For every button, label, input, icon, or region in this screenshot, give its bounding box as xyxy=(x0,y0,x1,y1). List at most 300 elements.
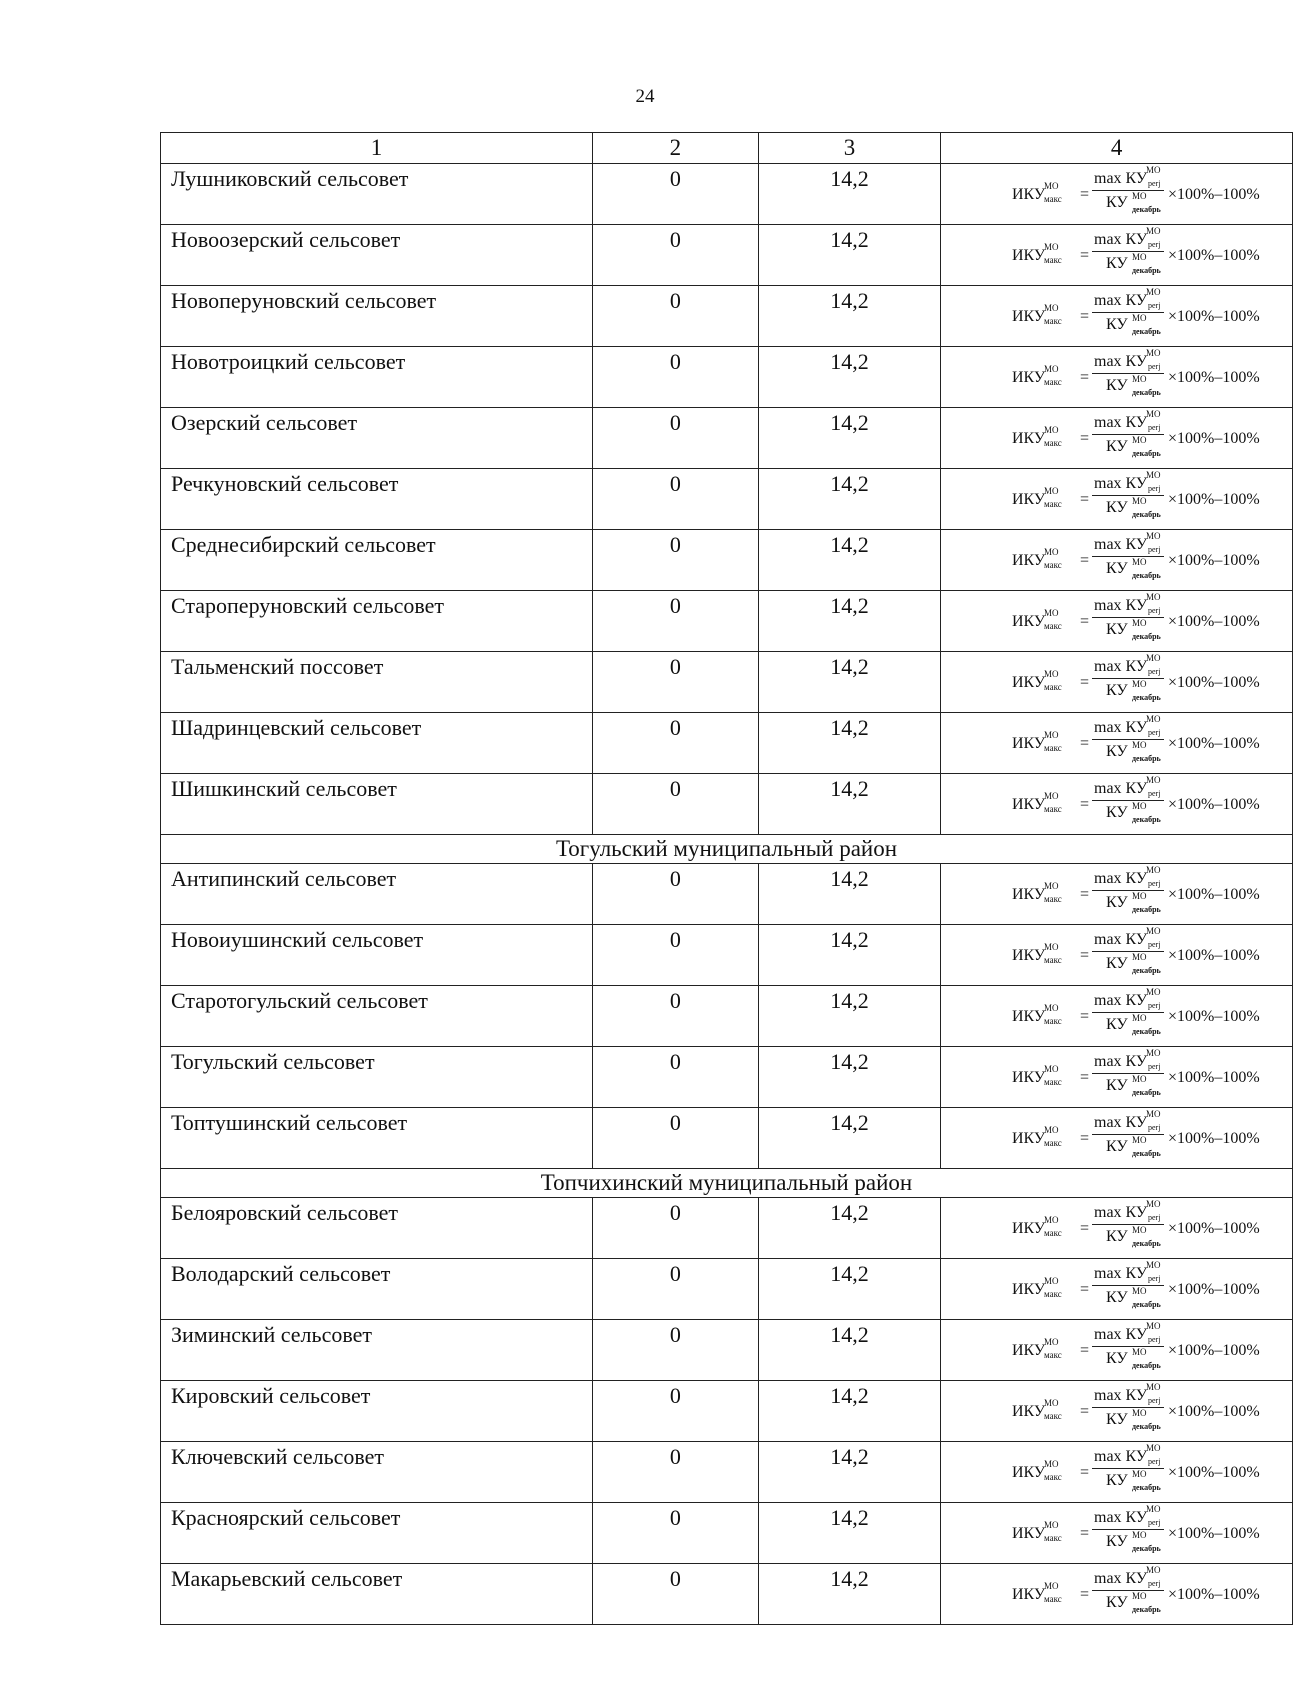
formula-lhs-sup: МО xyxy=(1044,881,1059,891)
settlement-name: Топтушинский сельсовет xyxy=(161,1108,593,1169)
formula-numerator-sup: МО xyxy=(1146,592,1161,602)
formula-lhs xyxy=(1012,1581,1062,1604)
formula-lhs xyxy=(1012,1215,1062,1238)
formula-lhs-sub: макс xyxy=(1044,1472,1062,1482)
district-title: Топчихинский муниципальный район xyxy=(161,1169,1293,1198)
formula-equals: = xyxy=(1080,369,1090,386)
formula-numerator-sub: perj xyxy=(1148,1335,1161,1344)
formula-numerator-text: max КУ xyxy=(1094,231,1148,248)
district-title: Тогульский муниципальный район xyxy=(161,835,1293,864)
formula-rhs: ×100%–100% xyxy=(1168,308,1260,325)
formula-lhs xyxy=(1012,303,1062,326)
col2-value: 0 xyxy=(592,1442,758,1503)
formula-denominator xyxy=(1106,1591,1161,1614)
formula-denominator xyxy=(1106,1135,1161,1158)
formula-lhs xyxy=(1012,1520,1062,1543)
formula-denominator-sup: МО xyxy=(1132,313,1147,323)
formula-numerator xyxy=(1094,348,1161,371)
formula-equals: = xyxy=(1080,1342,1090,1359)
formula-numerator xyxy=(1094,926,1161,949)
formula-denominator xyxy=(1106,374,1161,397)
formula-rhs: ×100%–100% xyxy=(1168,1525,1260,1542)
settlement-name: Старотогульский сельсовет xyxy=(161,986,593,1047)
formula-denominator-sup: МО xyxy=(1132,191,1147,201)
formula-numerator-sub: perj xyxy=(1148,728,1161,737)
formula-lhs-sub: макс xyxy=(1044,1228,1062,1238)
formula-lhs xyxy=(1012,1276,1062,1299)
header-col-1: 1 xyxy=(161,133,593,164)
table-row xyxy=(161,530,1293,591)
settlement-name: Среднесибирский сельсовет xyxy=(161,530,593,591)
formula-lhs xyxy=(1012,1064,1062,1087)
formula-lhs-sub: макс xyxy=(1044,194,1062,204)
formula-lhs-sub: макс xyxy=(1044,1533,1062,1543)
formula-cell xyxy=(941,1564,1293,1625)
fraction-bar xyxy=(1092,1346,1164,1347)
formula-cell xyxy=(941,986,1293,1047)
formula-lhs-base: ИКУ xyxy=(1012,1586,1046,1603)
formula-rhs: ×100%–100% xyxy=(1168,430,1260,447)
formula-denominator-sub: декабрь xyxy=(1132,1027,1161,1036)
formula-numerator xyxy=(1094,714,1161,737)
col2-value: 0 xyxy=(592,1198,758,1259)
col2-value: 0 xyxy=(592,1259,758,1320)
formula xyxy=(1002,775,1284,828)
formula-numerator-sub: perj xyxy=(1148,484,1161,493)
col2-value: 0 xyxy=(592,591,758,652)
fraction-bar xyxy=(1092,251,1164,252)
formula-denominator-sup: МО xyxy=(1132,1347,1147,1357)
formula-numerator-sup: МО xyxy=(1146,1109,1161,1119)
formula-equals: = xyxy=(1080,552,1090,569)
formula-numerator-sub: perj xyxy=(1148,1396,1161,1405)
formula-lhs-sup: МО xyxy=(1044,730,1059,740)
formula-lhs xyxy=(1012,1003,1062,1026)
formula xyxy=(1002,592,1284,645)
formula-denominator-text: КУ xyxy=(1106,1533,1128,1550)
formula-rhs: ×100%–100% xyxy=(1168,1586,1260,1603)
col3-value: 14,2 xyxy=(758,864,940,925)
formula-fraction xyxy=(1092,1199,1166,1252)
formula-denominator-sup: МО xyxy=(1132,618,1147,628)
formula-lhs-sup: МО xyxy=(1044,1003,1059,1013)
formula-numerator-sub: perj xyxy=(1148,1274,1161,1283)
table-row xyxy=(161,1047,1293,1108)
formula-equals: = xyxy=(1080,947,1090,964)
formula-fraction xyxy=(1092,1565,1166,1618)
district-row xyxy=(161,835,1293,864)
formula-lhs xyxy=(1012,669,1062,692)
formula-cell xyxy=(941,774,1293,835)
formula-numerator-sup: МО xyxy=(1146,1443,1161,1453)
formula-numerator-sub: perj xyxy=(1148,179,1161,188)
formula-lhs-sup: МО xyxy=(1044,547,1059,557)
formula-denominator-sub: декабрь xyxy=(1132,1544,1161,1553)
formula-numerator-text: max КУ xyxy=(1094,1053,1148,1070)
col2-value: 0 xyxy=(592,652,758,713)
settlement-name: Кировский сельсовет xyxy=(161,1381,593,1442)
formula-fraction xyxy=(1092,714,1166,767)
col3-value: 14,2 xyxy=(758,1564,940,1625)
col3-value: 14,2 xyxy=(758,1503,940,1564)
settlement-name: Володарский сельсовет xyxy=(161,1259,593,1320)
formula-rhs: ×100%–100% xyxy=(1168,947,1260,964)
formula-rhs: ×100%–100% xyxy=(1168,247,1260,264)
formula-denominator xyxy=(1106,191,1161,214)
formula-numerator-sub: perj xyxy=(1148,1457,1161,1466)
formula-cell xyxy=(941,1198,1293,1259)
formula-lhs-base: ИКУ xyxy=(1012,886,1046,903)
formula-denominator-sup: МО xyxy=(1132,1530,1147,1540)
formula-denominator-sup: МО xyxy=(1132,740,1147,750)
formula-denominator xyxy=(1106,1286,1161,1309)
formula-lhs-sub: макс xyxy=(1044,499,1062,509)
formula-numerator-text: max КУ xyxy=(1094,780,1148,797)
formula-numerator-sub: perj xyxy=(1148,1062,1161,1071)
formula-lhs-sup: МО xyxy=(1044,791,1059,801)
settlement-name: Шадринцевский сельсовет xyxy=(161,713,593,774)
formula-denominator-sub: декабрь xyxy=(1132,1483,1161,1492)
formula-numerator-sup: МО xyxy=(1146,1321,1161,1331)
fraction-bar xyxy=(1092,1073,1164,1074)
table-row xyxy=(161,1564,1293,1625)
settlement-name: Лушниковский сельсовет xyxy=(161,164,593,225)
settlement-name: Белояровский сельсовет xyxy=(161,1198,593,1259)
formula-fraction xyxy=(1092,653,1166,706)
formula-lhs-sub: макс xyxy=(1044,682,1062,692)
table-row xyxy=(161,469,1293,530)
fraction-bar xyxy=(1092,556,1164,557)
formula-equals: = xyxy=(1080,1069,1090,1086)
formula-rhs: ×100%–100% xyxy=(1168,1069,1260,1086)
settlement-name: Зиминский сельсовет xyxy=(161,1320,593,1381)
col3-value: 14,2 xyxy=(758,1047,940,1108)
formula-lhs-base: ИКУ xyxy=(1012,613,1046,630)
formula xyxy=(1002,865,1284,918)
formula-denominator-text: КУ xyxy=(1106,255,1128,272)
formula-numerator-sup: МО xyxy=(1146,165,1161,175)
formula-denominator-sub: декабрь xyxy=(1132,693,1161,702)
formula-fraction xyxy=(1092,1382,1166,1435)
formula-denominator-sub: декабрь xyxy=(1132,1239,1161,1248)
formula-numerator-text: max КУ xyxy=(1094,1265,1148,1282)
fraction-bar xyxy=(1092,1468,1164,1469)
formula-numerator-text: max КУ xyxy=(1094,353,1148,370)
col3-value: 14,2 xyxy=(758,225,940,286)
settlement-name: Антипинский сельсовет xyxy=(161,864,593,925)
formula-lhs xyxy=(1012,730,1062,753)
formula-lhs-base: ИКУ xyxy=(1012,1281,1046,1298)
fraction-bar xyxy=(1092,617,1164,618)
formula-denominator-sup: МО xyxy=(1132,1591,1147,1601)
formula-lhs-sup: МО xyxy=(1044,242,1059,252)
col3-value: 14,2 xyxy=(758,925,940,986)
formula-equals: = xyxy=(1080,247,1090,264)
formula-lhs-sub: макс xyxy=(1044,804,1062,814)
formula-numerator xyxy=(1094,592,1161,615)
formula-lhs-sub: макс xyxy=(1044,894,1062,904)
settlement-name: Тальменский поссовет xyxy=(161,652,593,713)
formula-denominator-text: КУ xyxy=(1106,682,1128,699)
formula-denominator xyxy=(1106,1469,1161,1492)
table-row xyxy=(161,1108,1293,1169)
formula-lhs-base: ИКУ xyxy=(1012,186,1046,203)
formula-lhs-sup: МО xyxy=(1044,303,1059,313)
col2-value: 0 xyxy=(592,286,758,347)
fraction-bar xyxy=(1092,678,1164,679)
formula-lhs-sub: макс xyxy=(1044,1016,1062,1026)
formula-rhs: ×100%–100% xyxy=(1168,552,1260,569)
fraction-bar xyxy=(1092,373,1164,374)
formula-numerator-sup: МО xyxy=(1146,348,1161,358)
formula-numerator-sub: perj xyxy=(1148,1579,1161,1588)
formula-numerator-text: max КУ xyxy=(1094,1326,1148,1343)
formula-denominator-text: КУ xyxy=(1106,1228,1128,1245)
formula-denominator-text: КУ xyxy=(1106,1350,1128,1367)
formula-numerator-sup: МО xyxy=(1146,1048,1161,1058)
formula-denominator xyxy=(1106,1225,1161,1248)
formula-denominator xyxy=(1106,891,1161,914)
formula-lhs-sup: МО xyxy=(1044,1398,1059,1408)
formula-numerator-sub: perj xyxy=(1148,362,1161,371)
table-row xyxy=(161,1442,1293,1503)
formula-lhs-sub: макс xyxy=(1044,1138,1062,1148)
formula-equals: = xyxy=(1080,1525,1090,1542)
fraction-bar xyxy=(1092,890,1164,891)
formula-cell xyxy=(941,1320,1293,1381)
formula-denominator-sub: декабрь xyxy=(1132,1088,1161,1097)
formula-denominator-sup: МО xyxy=(1132,557,1147,567)
formula-numerator xyxy=(1094,287,1161,310)
formula-denominator-text: КУ xyxy=(1106,1289,1128,1306)
settlement-name: Староперуновский сельсовет xyxy=(161,591,593,652)
district-row xyxy=(161,1169,1293,1198)
formula-lhs-sup: МО xyxy=(1044,1459,1059,1469)
formula-lhs-sup: МО xyxy=(1044,669,1059,679)
col2-value: 0 xyxy=(592,408,758,469)
formula-lhs-base: ИКУ xyxy=(1012,308,1046,325)
formula-fraction xyxy=(1092,409,1166,462)
formula xyxy=(1002,1565,1284,1618)
data-table xyxy=(160,132,1293,1625)
formula-rhs: ×100%–100% xyxy=(1168,1008,1260,1025)
formula-denominator-sub: декабрь xyxy=(1132,1605,1161,1614)
formula-denominator-text: КУ xyxy=(1106,1016,1128,1033)
formula-lhs xyxy=(1012,1337,1062,1360)
formula-lhs-sub: макс xyxy=(1044,1594,1062,1604)
formula xyxy=(1002,165,1284,218)
formula-equals: = xyxy=(1080,886,1090,903)
fraction-bar xyxy=(1092,1285,1164,1286)
formula-lhs xyxy=(1012,1459,1062,1482)
formula-cell xyxy=(941,713,1293,774)
formula-numerator xyxy=(1094,1504,1161,1527)
formula-rhs: ×100%–100% xyxy=(1168,613,1260,630)
formula-numerator-sub: perj xyxy=(1148,1213,1161,1222)
header-col-3: 3 xyxy=(758,133,940,164)
formula-lhs-sup: МО xyxy=(1044,1064,1059,1074)
formula-denominator-sup: МО xyxy=(1132,952,1147,962)
formula-denominator xyxy=(1106,618,1161,641)
col3-value: 14,2 xyxy=(758,1442,940,1503)
formula xyxy=(1002,1443,1284,1496)
formula-denominator-text: КУ xyxy=(1106,1138,1128,1155)
formula-cell xyxy=(941,1381,1293,1442)
formula-denominator xyxy=(1106,952,1161,975)
col2-value: 0 xyxy=(592,925,758,986)
col3-value: 14,2 xyxy=(758,1108,940,1169)
formula-fraction xyxy=(1092,348,1166,401)
formula-denominator-sup: МО xyxy=(1132,1135,1147,1145)
formula-fraction xyxy=(1092,1260,1166,1313)
formula-lhs xyxy=(1012,181,1062,204)
table-row xyxy=(161,164,1293,225)
formula-equals: = xyxy=(1080,1220,1090,1237)
col2-value: 0 xyxy=(592,1503,758,1564)
formula-numerator-text: max КУ xyxy=(1094,1204,1148,1221)
formula-denominator-sup: МО xyxy=(1132,252,1147,262)
formula-cell xyxy=(941,864,1293,925)
fraction-bar xyxy=(1092,495,1164,496)
formula-lhs-sub: макс xyxy=(1044,1289,1062,1299)
formula-fraction xyxy=(1092,531,1166,584)
formula-numerator-sup: МО xyxy=(1146,653,1161,663)
formula-lhs xyxy=(1012,1398,1062,1421)
page-number: 24 xyxy=(635,86,655,107)
formula-numerator-sup: МО xyxy=(1146,775,1161,785)
table-row xyxy=(161,1259,1293,1320)
formula-numerator-sup: МО xyxy=(1146,1565,1161,1575)
table-row xyxy=(161,1320,1293,1381)
col2-value: 0 xyxy=(592,469,758,530)
formula-numerator-sup: МО xyxy=(1146,1504,1161,1514)
formula-cell xyxy=(941,1442,1293,1503)
formula-fraction xyxy=(1092,470,1166,523)
formula-lhs xyxy=(1012,942,1062,965)
formula-denominator-sub: декабрь xyxy=(1132,266,1161,275)
col2-value: 0 xyxy=(592,1320,758,1381)
formula-lhs xyxy=(1012,881,1062,904)
formula-numerator-sup: МО xyxy=(1146,1382,1161,1392)
formula-equals: = xyxy=(1080,1281,1090,1298)
col2-value: 0 xyxy=(592,774,758,835)
formula-equals: = xyxy=(1080,1464,1090,1481)
formula xyxy=(1002,1321,1284,1374)
formula-numerator-sup: МО xyxy=(1146,865,1161,875)
formula-lhs-sup: МО xyxy=(1044,181,1059,191)
formula-lhs-base: ИКУ xyxy=(1012,1403,1046,1420)
fraction-bar xyxy=(1092,739,1164,740)
formula-lhs-sub: макс xyxy=(1044,1077,1062,1087)
formula-numerator-text: max КУ xyxy=(1094,719,1148,736)
formula-lhs xyxy=(1012,242,1062,265)
formula-denominator xyxy=(1106,252,1161,275)
col2-value: 0 xyxy=(592,530,758,591)
formula-numerator-text: max КУ xyxy=(1094,1448,1148,1465)
formula-numerator-text: max КУ xyxy=(1094,1114,1148,1131)
col3-value: 14,2 xyxy=(758,986,940,1047)
formula-lhs-base: ИКУ xyxy=(1012,1130,1046,1147)
formula-numerator-text: max КУ xyxy=(1094,536,1148,553)
formula-lhs xyxy=(1012,486,1062,509)
fraction-bar xyxy=(1092,951,1164,952)
table-body xyxy=(161,164,1293,1625)
formula-numerator-sub: perj xyxy=(1148,301,1161,310)
formula-lhs-sub: макс xyxy=(1044,560,1062,570)
formula-fraction xyxy=(1092,165,1166,218)
table-row xyxy=(161,591,1293,652)
formula-equals: = xyxy=(1080,308,1090,325)
formula-lhs-base: ИКУ xyxy=(1012,1069,1046,1086)
formula-numerator xyxy=(1094,1443,1161,1466)
table-row xyxy=(161,1198,1293,1259)
fraction-bar xyxy=(1092,1529,1164,1530)
formula-fraction xyxy=(1092,592,1166,645)
formula-numerator xyxy=(1094,1199,1161,1222)
formula-lhs xyxy=(1012,791,1062,814)
formula-denominator-text: КУ xyxy=(1106,377,1128,394)
formula-lhs-sup: МО xyxy=(1044,486,1059,496)
formula-lhs-sub: макс xyxy=(1044,1350,1062,1360)
formula-numerator-sup: МО xyxy=(1146,926,1161,936)
formula-equals: = xyxy=(1080,735,1090,752)
col3-value: 14,2 xyxy=(758,1259,940,1320)
formula-fraction xyxy=(1092,987,1166,1040)
formula xyxy=(1002,531,1284,584)
col3-value: 14,2 xyxy=(758,1320,940,1381)
formula-numerator-text: max КУ xyxy=(1094,658,1148,675)
formula-numerator-sup: МО xyxy=(1146,409,1161,419)
col3-value: 14,2 xyxy=(758,164,940,225)
formula-denominator-text: КУ xyxy=(1106,438,1128,455)
formula-rhs: ×100%–100% xyxy=(1168,1403,1260,1420)
formula-numerator-sub: perj xyxy=(1148,606,1161,615)
header-row xyxy=(161,133,1293,164)
formula-numerator-sub: perj xyxy=(1148,240,1161,249)
formula-lhs xyxy=(1012,1125,1062,1148)
formula-cell xyxy=(941,1108,1293,1169)
formula-fraction xyxy=(1092,287,1166,340)
formula-numerator xyxy=(1094,987,1161,1010)
formula-lhs-base: ИКУ xyxy=(1012,1008,1046,1025)
formula-lhs-base: ИКУ xyxy=(1012,369,1046,386)
fraction-bar xyxy=(1092,312,1164,313)
col3-value: 14,2 xyxy=(758,286,940,347)
formula-equals: = xyxy=(1080,796,1090,813)
formula-denominator-sub: декабрь xyxy=(1132,510,1161,519)
formula-numerator-sup: МО xyxy=(1146,531,1161,541)
formula-denominator-sub: декабрь xyxy=(1132,1361,1161,1370)
formula-cell xyxy=(941,469,1293,530)
formula-cell xyxy=(941,1047,1293,1108)
formula-cell xyxy=(941,286,1293,347)
formula-denominator xyxy=(1106,557,1161,580)
formula-denominator-sub: декабрь xyxy=(1132,966,1161,975)
formula-lhs-sub: макс xyxy=(1044,438,1062,448)
formula-numerator xyxy=(1094,531,1161,554)
formula-cell xyxy=(941,164,1293,225)
table-row xyxy=(161,713,1293,774)
formula-denominator-sub: декабрь xyxy=(1132,571,1161,580)
formula-fraction xyxy=(1092,1504,1166,1557)
formula-numerator-sub: perj xyxy=(1148,879,1161,888)
formula-denominator xyxy=(1106,313,1161,336)
formula-numerator-text: max КУ xyxy=(1094,931,1148,948)
formula-denominator-text: КУ xyxy=(1106,194,1128,211)
formula-numerator-sup: МО xyxy=(1146,470,1161,480)
formula-denominator-text: КУ xyxy=(1106,621,1128,638)
table-row xyxy=(161,225,1293,286)
